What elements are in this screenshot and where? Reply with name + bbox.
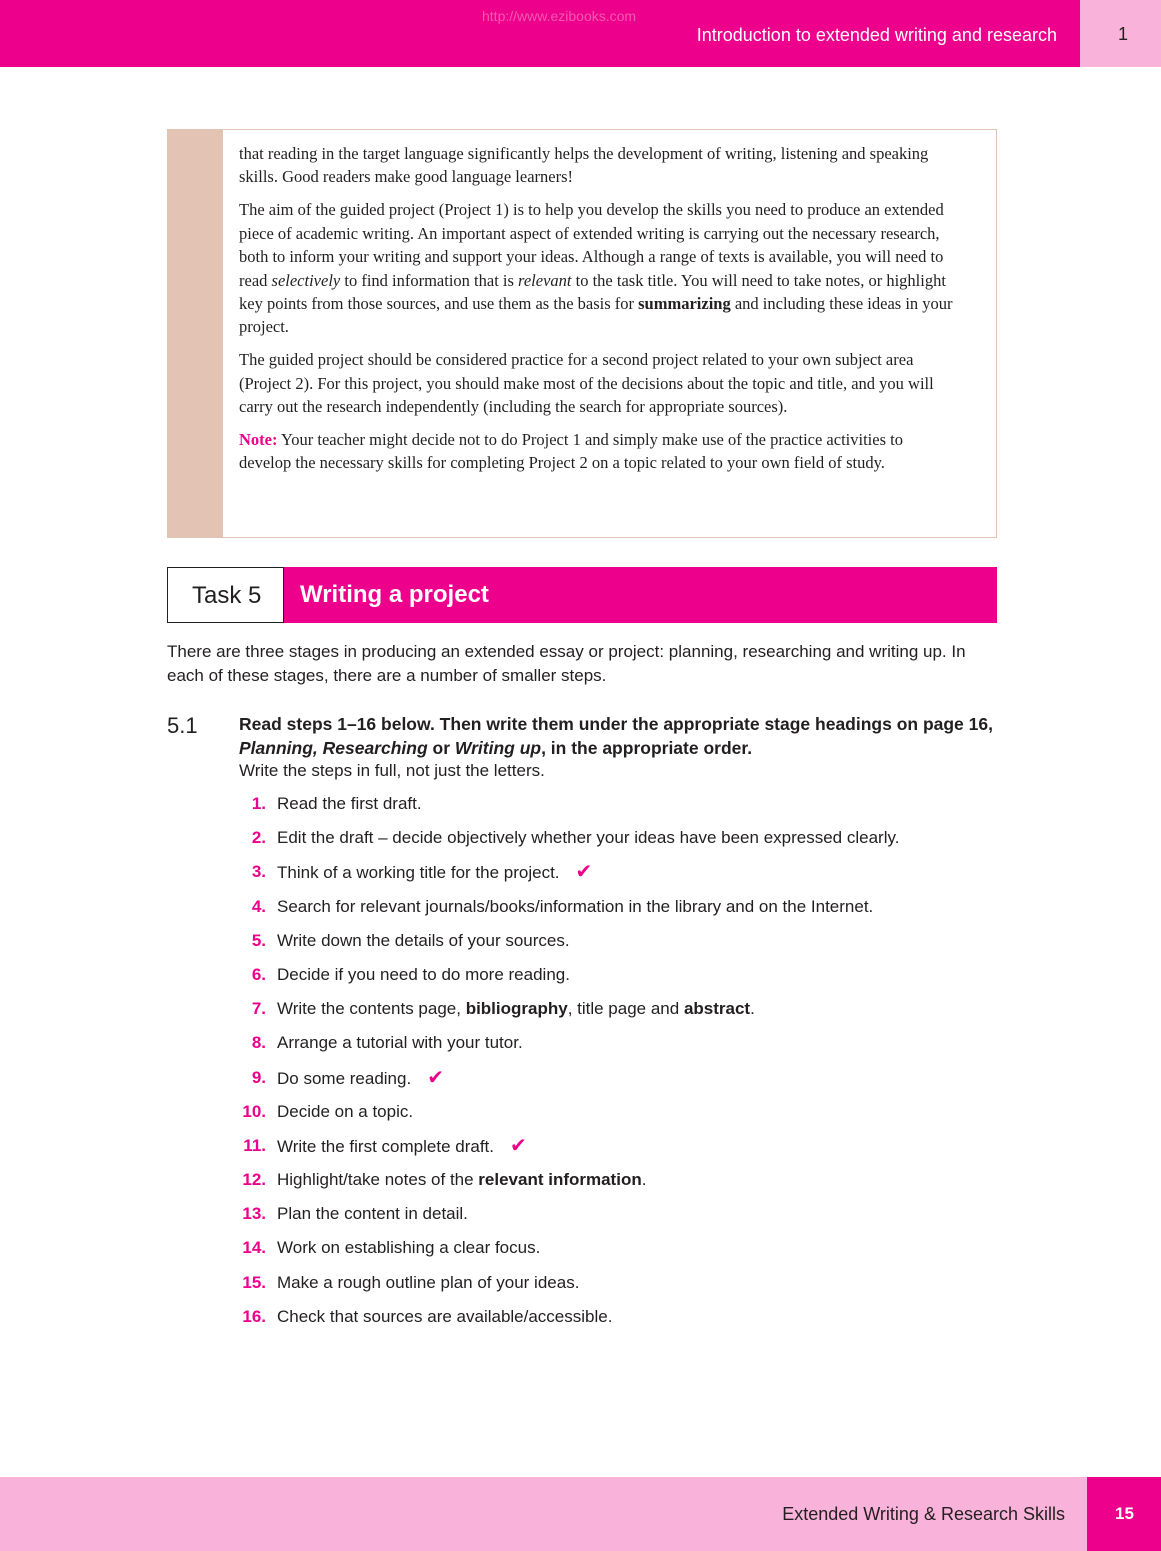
step-text [277, 995, 755, 1023]
info-note [239, 428, 959, 475]
step-text-part: Make a rough outline plan of your ideas. [277, 1272, 580, 1292]
step-text-part: . [641, 1170, 647, 1190]
step-text [277, 1303, 612, 1331]
step-number: 12. [242, 1170, 266, 1190]
step-text-part: Edit the draft – decide objectively whether your ideas have been expressed clearly. [277, 828, 900, 848]
info-paragraph-2 [239, 198, 959, 338]
step-text [277, 1064, 444, 1093]
info-paragraph-1: that reading in the target language significantly helps the development of writing, listening and speaking skills. Good readers make good language learners! [239, 144, 929, 187]
step-number: 15. [242, 1272, 266, 1292]
task-title: Writing a project [300, 581, 489, 608]
step-text-part: Plan the content in detail. [277, 1204, 468, 1224]
page-header [0, 0, 1161, 67]
step-item [239, 961, 999, 995]
step-number: 2. [251, 828, 266, 848]
step-text-part: Arrange a tutorial with your tutor. [277, 1033, 523, 1053]
step-text-part: , title page and [567, 999, 684, 1019]
step-item [239, 1166, 999, 1200]
step-item [239, 858, 999, 892]
info-p2-part-d: and including these ideas in your project. [239, 293, 953, 337]
info-p2-strong-summarizing: summarizing [638, 293, 731, 313]
step-number: 14. [242, 1238, 266, 1258]
check-mark-icon: ✔ [509, 1134, 527, 1157]
info-box-strip [168, 130, 223, 537]
task-intro: There are three stages in producing an extended essay or project: planning, researching and writing up. In each of these stages, there are a number of smaller steps. [167, 642, 966, 685]
step-text [277, 790, 422, 818]
header-watermark: http://www.ezibooks.com [482, 8, 637, 24]
info-paragraph-3: The guided project should be considered practice for a second project related to your own subject area (Project 2). For this project, you should make most of the decisions about the topic and title, and you will carry out the research independently (including the search for appropriate sources). [239, 350, 934, 417]
info-box [167, 129, 997, 538]
page-number: 15 [1115, 1504, 1134, 1523]
step-number: 6. [251, 964, 266, 984]
step-text [277, 1098, 413, 1126]
step-item [239, 1064, 999, 1098]
step-text [277, 1200, 468, 1228]
step-text-part: Highlight/take notes of the [277, 1170, 479, 1190]
step-number: 8. [251, 1033, 266, 1053]
step-text [277, 1234, 540, 1262]
task-number: Task 5 [192, 582, 262, 609]
task-title-bar [284, 567, 997, 623]
step-text-part: Read the first draft. [277, 794, 422, 813]
step-text-part: Work on establishing a clear focus. [277, 1238, 541, 1258]
step-text-part: Do some reading. [277, 1068, 412, 1088]
step-text [277, 1029, 523, 1057]
step-item [239, 893, 999, 927]
info-p2-em-selectively: selectively [271, 270, 341, 290]
chapter-number: 1 [1118, 24, 1129, 44]
step-text [277, 1132, 527, 1161]
exercise-instr-part-a: Read steps 1–16 below. Then write them under the appropriate stage headings on page 16, [239, 714, 993, 734]
step-number: 5. [251, 930, 266, 950]
step-number: 11. [243, 1135, 266, 1155]
note-text: Your teacher might decide not to do Project 1 and simply make use of the practice activities to develop the necessary skills for completing Project 2 on a topic related to your own field of study. [239, 429, 903, 473]
footer-book-title: Extended Writing & Research Skills [782, 1504, 1065, 1524]
check-mark-icon: ✔ [575, 861, 593, 884]
step-item [239, 1234, 999, 1268]
step-number: 13. [242, 1204, 266, 1224]
step-number: 4. [251, 896, 266, 916]
info-box-text [239, 142, 959, 484]
step-text-part: Write the contents page, [277, 999, 466, 1019]
exercise-subinstruction: Write the steps in full, not just the letters. [239, 761, 545, 780]
step-number: 10. [242, 1101, 266, 1121]
step-key-term: bibliography [465, 999, 568, 1019]
step-key-term: abstract [683, 999, 751, 1019]
step-item [239, 1303, 999, 1337]
task-header [167, 567, 997, 623]
note-label: Note: [239, 429, 278, 449]
exercise-instr-em-1: Planning, Researching [239, 738, 428, 758]
step-item [239, 927, 999, 961]
task-number-box [167, 567, 284, 623]
info-p2-part-b: to find information that is [340, 270, 519, 290]
info-p2-em-relevant: relevant [518, 270, 572, 290]
step-item [239, 824, 999, 858]
exercise-instr-or: or [427, 738, 455, 758]
step-number: 3. [251, 862, 266, 882]
info-p2-part-a: The aim of the guided project (Project 1) is to help you develop the skills you need to produce an extended piece of academic writing. An important aspect of extended writing is carrying out the necessary research, both to inform your writing and support your ideas. Although a range of texts is available, you will need to read [239, 200, 944, 290]
step-text-part: Write the first complete draft. [277, 1136, 494, 1156]
exercise-instr-part-b: , in the appropriate order. [541, 738, 753, 758]
step-item [239, 1269, 999, 1303]
page-number-tab [1087, 1477, 1161, 1551]
step-text [277, 824, 899, 852]
step-key-term: relevant information [478, 1170, 642, 1190]
step-number: 16. [242, 1306, 266, 1326]
step-text [277, 927, 570, 955]
step-item [239, 995, 999, 1029]
step-text-part: Decide on a topic. [277, 1101, 414, 1121]
exercise-number: 5.1 [167, 713, 198, 738]
exercise-instruction [239, 712, 999, 760]
step-item [239, 1029, 999, 1063]
step-text [277, 961, 570, 989]
step-item [239, 1132, 999, 1166]
step-text [277, 1269, 579, 1297]
step-text [277, 858, 592, 887]
step-number: 7. [251, 999, 266, 1019]
step-text-part: Decide if you need to do more reading. [277, 964, 570, 984]
step-text-part: . [750, 999, 755, 1019]
step-item [239, 790, 999, 824]
step-text-part: Check that sources are available/accessible. [277, 1306, 613, 1326]
step-text [277, 1166, 646, 1194]
step-number: 1. [251, 794, 266, 813]
chapter-tab [1080, 0, 1161, 67]
exercise-instr-em-2: Writing up [454, 738, 542, 758]
step-item [239, 1098, 999, 1132]
steps-list [239, 790, 999, 1337]
running-head-title: Introduction to extended writing and research [696, 25, 1057, 45]
step-text [277, 893, 873, 921]
step-number: 9. [251, 1067, 266, 1087]
step-text-part: Write down the details of your sources. [277, 930, 570, 950]
info-p2-part-c: to the task title. You will need to take notes, or highlight key points from those sources, and use them as the basis for [239, 270, 946, 313]
step-text-part: Think of a working title for the project. [277, 863, 560, 883]
page-footer [0, 1477, 1161, 1551]
step-text-part: Search for relevant journals/books/information in the library and on the Internet. [277, 896, 874, 916]
step-item [239, 1200, 999, 1234]
check-mark-icon: ✔ [427, 1066, 444, 1089]
